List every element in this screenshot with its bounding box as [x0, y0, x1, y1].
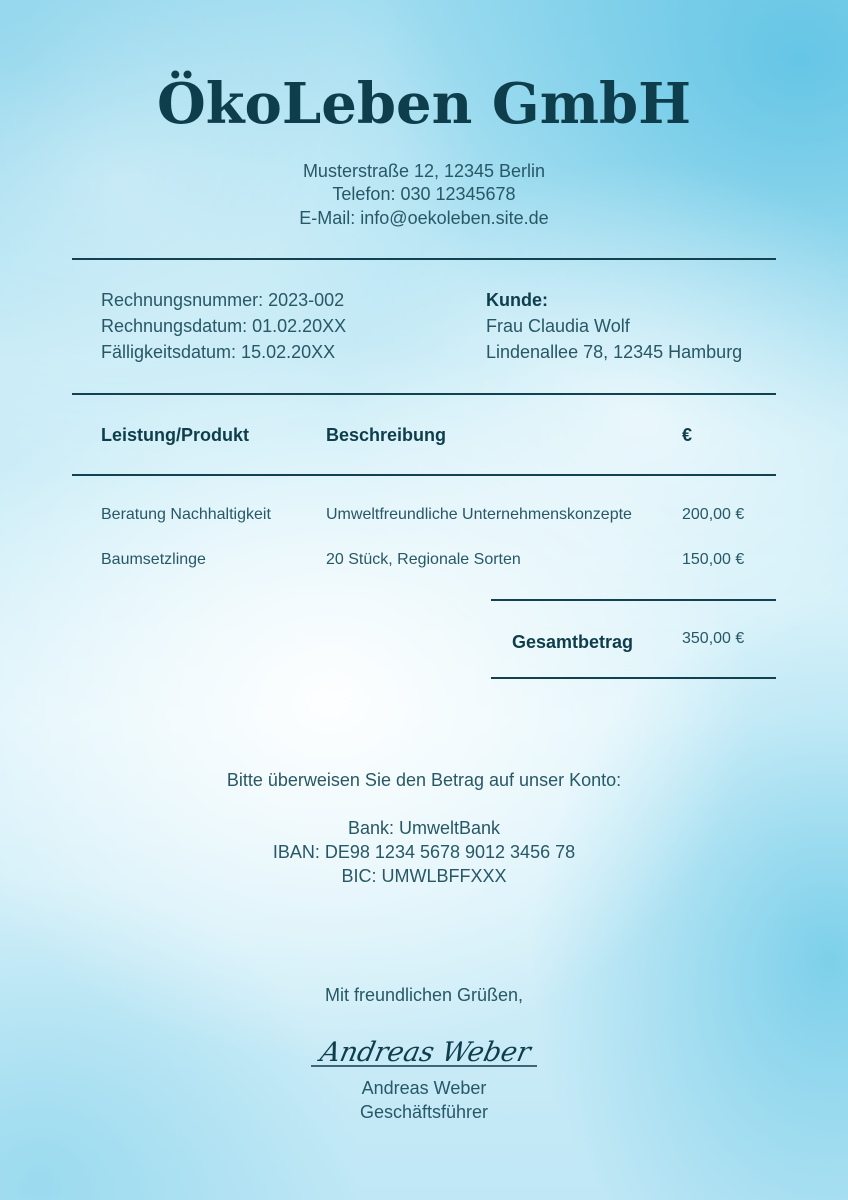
- divider-total-bottom: [491, 677, 776, 679]
- invoice-number: Rechnungsnummer: 2023-002: [101, 290, 345, 310]
- company-address: Musterstraße 12, 12345 Berlin: [302, 161, 546, 181]
- payment-iban: IBAN: DE98 1234 5678 9012 3456 78: [272, 842, 576, 862]
- company-name: ÖkoLeben GmbH: [156, 71, 692, 137]
- row-product: Beratung Nachhaltigkeit: [101, 506, 271, 523]
- payment-bank: Bank: UmweltBank: [347, 818, 501, 838]
- row-product: Baumsetzlinge: [101, 551, 206, 568]
- closing-greeting: Mit freundlichen Grüßen,: [324, 985, 524, 1005]
- company-phone: Telefon: 030 12345678: [332, 184, 516, 204]
- row-amount: 200,00 €: [682, 506, 745, 523]
- total-label: Gesamtbetrag: [512, 632, 634, 652]
- divider-header: [72, 258, 776, 260]
- header-product: Leistung/Produkt: [101, 425, 249, 445]
- signature-text: Andreas Weber: [317, 1037, 534, 1068]
- invoice-date: Rechnungsdatum: 01.02.20XX: [101, 316, 347, 336]
- divider-table-top: [72, 393, 776, 395]
- payment-bic: BIC: UMWLBFFXXX: [341, 866, 507, 886]
- customer-details: [486, 287, 742, 365]
- customer-label: Kunde:: [486, 290, 548, 310]
- header-description: Beschreibung: [326, 425, 447, 445]
- row-description: Umweltfreundliche Unternehmenskonzepte: [326, 506, 632, 523]
- payment-intro: Bitte überweisen Sie den Betrag auf unser Konto:: [226, 770, 622, 790]
- signer-name: Andreas Weber: [361, 1078, 487, 1098]
- divider-total-top: [491, 599, 776, 601]
- customer-address: Lindenallee 78, 12345 Hamburg: [486, 342, 743, 362]
- company-email: E-Mail: info@oekoleben.site.de: [299, 208, 549, 228]
- signature-image: [309, 1031, 539, 1071]
- customer-name: Frau Claudia Wolf: [486, 316, 630, 336]
- invoice-details: [101, 287, 346, 365]
- row-amount: 150,00 €: [682, 551, 745, 568]
- invoice-due-date: Fälligkeitsdatum: 15.02.20XX: [101, 342, 336, 362]
- total-amount: 350,00 €: [682, 630, 745, 647]
- divider-table-header: [72, 474, 776, 476]
- row-description: 20 Stück, Regionale Sorten: [326, 551, 521, 568]
- signer-title: Geschäftsführer: [359, 1102, 489, 1122]
- header-amount: €: [682, 425, 693, 445]
